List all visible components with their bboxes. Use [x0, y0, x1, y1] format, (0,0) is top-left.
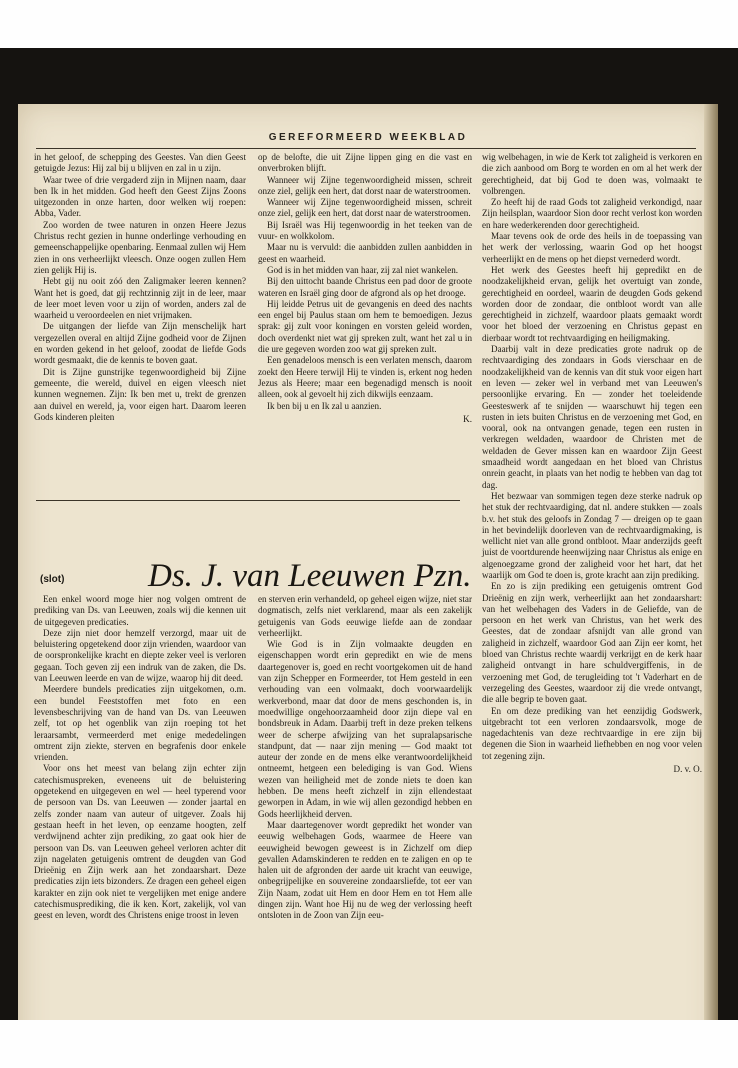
paragraph: Een enkel woord moge hier nog volgen omtrent de prediking van Ds. van Leeuwen, zoals wij die kennen uit de uitgegeven predicaties.	[34, 594, 246, 627]
newspaper-page	[18, 104, 718, 1062]
paragraph: Bij den uittocht baande Christus een pad door de groote wateren en Israël ging door de afgrond als op het drooge.	[258, 276, 472, 298]
paragraph: Voor ons het meest van belang zijn echter zijn catechismuspreken, eveneens uit de beluistering opgetekend en uitgegeven en wel — heel typerend voor de persoon van Ds. van Leeuwen — zonder jaartal en zelfs zonder naam van auteur of uitgever. Zoals hij gestaan heeft in het leven, op eenzame hoogten, zelf verdwijnend achter zijn prediking, zo gaat ook hier de persoon van Ds. van Leeuwen geheel verloren achter dit zijn nagelaten getuigenis omtrent de deugden van God Drieënig en Zijn werk aan het zondaarshart. Deze predicaties zijn iets bizonders. Ze dragen een geheel eigen karakter en zijn ook niet te vergelijken met enige andere catechismusprediking, die ik ken. Kort, zakelijk, vol van geest en leven, wordt des Christens enige troost in leven	[34, 763, 246, 921]
paragraph: Zo heeft hij de raad Gods tot zaligheid verkondigd, naar Zijn heilsplan, waardoor Sion door recht verlost kon worden en hare wederkerenden door gerechtigheid.	[482, 197, 702, 230]
paragraph: De uitgangen der liefde van Zijn menschelijk hart vergezellen overal en altijd Zijne godheid voor de Zijnen en worden gekend in het geloof, zoodat de liefde Gods wordt gesmaakt, die de kennis te boven gaat.	[34, 321, 246, 366]
paragraph: Hij leidde Petrus uit de gevangenis en deed des nachts een engel bij Paulus staan om hem te bemoedigen. Jezus sprak: gij zult voor koningen en vorsten geleid worden, doch overdenkt niet wat gij spreken zult, want het zal u in die ure gegeven worden zoo wat gij spreken zult.	[258, 298, 472, 355]
slot-label: (slot)	[40, 574, 65, 585]
paragraph: Daarbij valt in deze predicaties grote nadruk op de rechtvaardiging des zondaars in Gods vierschaar en de noodzakelijkheid van de kennis van dit stuk voor eigen hart en leven — zeker wel in verband met van Leeuwen's persoonlijke ervaring. En — zonder het toeleidende Geesteswerk af te snijden — waarschuwt hij tegen een rusten in iets buiten Christus en de verzoening met God, en vooral, ook na ontvangen genade, tegen een rusten in verkregen weldaden, waardoor de Christen met de weldaden de Gever missen kan en waardoor Zijn Geest smaadheid wordt aangedaan en het bloed van Christus onrein geacht, in plaats van het nodig te hebben van dag tot dag.	[482, 344, 702, 490]
author-signature: D. v. O.	[673, 764, 702, 775]
page-edge-shadow	[704, 104, 718, 1062]
main-column-2	[258, 594, 472, 922]
paragraph: En zo is zijn prediking een getuigenis omtrent God Drieënig en zijn werk, verheerlijkt aan het zondaarshart: van het welbehagen des Vaders in de Geliefde, van de persoon en het werk van Christus, van het werk des Geestes, dat de zondaar afsnijdt van alle grond van zaligheid in zichzelf, waardoor God aan Zijn eer komt, het bloed van Christus rechte waardij verkrijgt en de kerk haar zaligheid ontvangt in hare schuldvergiffenis, in de verzoening met God, de terugleiding tot 't Vaderhart en de verzegeling des Geestes, waardoor zij die vrede ontvangt, die alle begrip te boven gaat.	[482, 581, 702, 705]
paragraph: Ik ben bij u en Ik zal u aanzien.	[267, 400, 382, 411]
paragraph: op de belofte, die uit Zijne lippen ging en die vast en onverbroken blijft.	[258, 152, 472, 174]
paragraph: Hebt gij nu ooit zóó den Zaligmaker leeren kennen? Want het is goed, dat gij rechtzinnig zijt in de leer, maar de leer moet leven voor u zijn of worden, anders zal de waarheid u veroordeelen en niet vrijmaken.	[34, 276, 246, 321]
paragraph: Het werk des Geestes heeft hij gepredikt en de noodzakelijkheid ervan, gelijk het overtuigt van zonde, gerechtigheid en oordeel, waarin de deugden Gods gekend worden door de zondaar, die ontbloot wordt van alle gerechtigheid in zichzelf, waardoor plaats gemaakt wordt voor het bloed der verzoening en Christus gepast en dierbaar wordt tot rechtvaardiging en heiligmaking.	[482, 264, 702, 343]
bottom-margin	[0, 1020, 738, 1068]
paragraph: en sterven erin verhandeld, op geheel eigen wijze, niet star dogmatisch, zelfs niet verklarend, maar als een zakelijk getuigenis van Gods eeuwige liefde aan de zondaar verheerlijkt.	[258, 594, 472, 638]
paragraph: Wie God is in Zijn volmaakte deugden en eigenschappen wordt erin gepredikt en wie de mens daartegenover is, goed en recht voortgekomen uit de hand van zijn Schepper en Formeerder, tot Hem gesteld in een verhouding van een volmaakt, doch voorwaardelijk werkverbond, maar dat door de mens geschonden is, in moedwillige ongehoorzaamheid door zijn diepe val en bondsbreuk in Adam. Daarbij treft in deze preken telkens weer de scherpe afwijzing van het supralapsarische standpunt, dat — naar zijn mening — God maakt tot auteur der zonde en de mens elke verantwoordelijkheid ontneemt, hetgeen een belediging is van God. Wiens wezen van heiligheid met de zonde niets te doen kan hebben. De mens heeft zichzelf in zijn ellendestaat geworpen in Adam, in wie wij allen gezondigd hebben en Gods heerlijkheid derven.	[258, 639, 472, 819]
masthead: GEREFORMEERD WEEKBLAD	[268, 132, 468, 143]
paragraph: Bij Israël was Hij tegenwoordig in het teeken van de vuur- en wolkkolom.	[258, 219, 472, 242]
paragraph: God is in het midden van haar, zij zal niet wankelen.	[267, 264, 459, 275]
paragraph: wig welbehagen, in wie de Kerk tot zaligheid is verkoren en die zich aanbood om Borg te worden en om al het werk der gerechtigheid, dat bij God te doen was, volmaakt te volbrengen.	[482, 152, 702, 196]
header-rule	[36, 148, 696, 149]
top-column-2	[258, 152, 472, 425]
top-margin	[0, 0, 738, 48]
paragraph: Deze zijn niet door hemzelf verzorgd, maar uit de beluistering opgetekend door zijn vrienden, waardoor van de oorspronkelijke kracht en diepte zeker veel is verloren gegaan. Toch geven zij een indruk van de zaken, die Ds. van Leeuwen leerde en van de wijze, waarop hij dit deed.	[34, 627, 246, 684]
section-rule	[36, 500, 460, 501]
scan-background	[0, 48, 738, 1020]
paragraph: Maar daartegenover wordt gepredikt het wonder van eeuwig welbehagen Gods, waarmee de Heere van eeuwigheid bewogen geweest is in Zichzelf om diep gevallen Adamskinderen te redden en te zaligen en op te halen uit de afgronden der aarde uit kracht van eeuwige, onbegrijpelijke en souvereine zondaarsliefde, tot eer van Zijn Naam, zodat uit Hem en door Hem en tot Hem alle dingen zijn. Want hoe Hij nu de weg der verlossing heeft ontsloten in de Zoon van Zijn eeu-	[258, 819, 472, 921]
paragraph: Maar nu is vervuld: die aanbidden zullen aanbidden in geest en waarheid.	[258, 242, 472, 264]
paragraph: Maar tevens ook de orde des heils in de toepassing van het werk der verlossing, waarin God op het hoogst verheerlijkt en de mens op het diepst vernederd wordt.	[482, 231, 702, 264]
paragraph: Een genadeloos mensch is een verlaten mensch, daarom zoekt den Heere terwijl Hij te vinden is, erkent nog heden Jezus als Heere; maar een begenadigd mensch is nooit alleen, ook al gevoelt hij zich dikwijls eenzaam.	[258, 355, 472, 400]
paragraph: Meerdere bundels predicaties zijn uitgekomen, o.m. een bundel Feeststoffen met foto en een levensbeschrijving van de hand van Ds. van Leeuwen zelf, tot op het ogenblik van zijn roeping tot het leraarsambt, vermeerderd met enige mededelingen omtrent zijn ziekte, sterven en begrafenis door enkele vrienden.	[34, 684, 246, 763]
article-title: Ds. J. van Leeuwen Pzn.	[148, 558, 472, 594]
top-column-1	[34, 152, 246, 423]
paragraph: Dit is Zijne gunstrijke tegenwoordigheid bij Zijne gemeente, die wereld, duivel en eigen vleesch niet kunnen wegnemen. Zijn: Ik ben met u, trekt de grenzen aan duivel en wereld, ja, voor eigen hart. Daarom leeren Gods kinderen pleiten	[34, 366, 246, 422]
paragraph: Zoo worden de twee naturen in onzen Heere Jezus Christus recht gezien in hunne onderlinge verhouding en gemeenschappelijke openbaring. Eenmaal zullen wij Hem zien in ons verheerlijkt vleesch. Onze oogen zullen Hem zien gelijk Hij is.	[34, 219, 246, 275]
paragraph: Het bezwaar van sommigen tegen deze sterke nadruk op het stuk der rechtvaardiging, dat nl. andere stukken — zoals b.v. het stuk des geloofs in Zondag 7 — dreigen op te gaan in het bevindelijk doorleven van de rechtvaardigmaking, is wellicht niet van alle grond ontbloot. Maar anderzijds geeft juist de voortdurende heenwijzing naar Christus als enige en algenoegzame grond der zaligheid voor het hart, dat het waarlijk om God te doen is, grote kracht aan zijn prediking.	[482, 490, 702, 580]
paragraph: in het geloof, de schepping des Geestes. Van dien Geest getuigde Jezus: Hij zal bij u blijven en zal in u zijn.	[34, 152, 246, 174]
paragraph: Wanneer wij Zijne tegenwoordigheid missen, schreit onze ziel, gelijk een hert, dat dorst naar de waterstroomen.	[258, 174, 472, 196]
author-signature: K.	[463, 413, 472, 424]
right-column	[482, 152, 702, 775]
paragraph: Waar twee of drie vergaderd zijn in Mijnen naam, daar ben Ik in het midden. God heeft den Geest Zijns Zoons uitgezonden in onze harten, door welken wij roepen: Abba, Vader.	[34, 174, 246, 219]
paragraph: En om deze prediking van het eenzijdig Godswerk, uitgebracht tot een verloren zondaarsvolk, moge de nagedachtenis van deze rechtvaardige in ere zijn bij degenen die Sion in waarheid liefhebben en nog voor velen tot zegening zijn.	[482, 705, 702, 761]
paragraph: Wanneer wij Zijne tegenwoordigheid missen, schreit onze ziel, gelijk een hert, dat dorst naar de waterstroomen.	[258, 197, 472, 219]
main-column-1	[34, 594, 246, 922]
